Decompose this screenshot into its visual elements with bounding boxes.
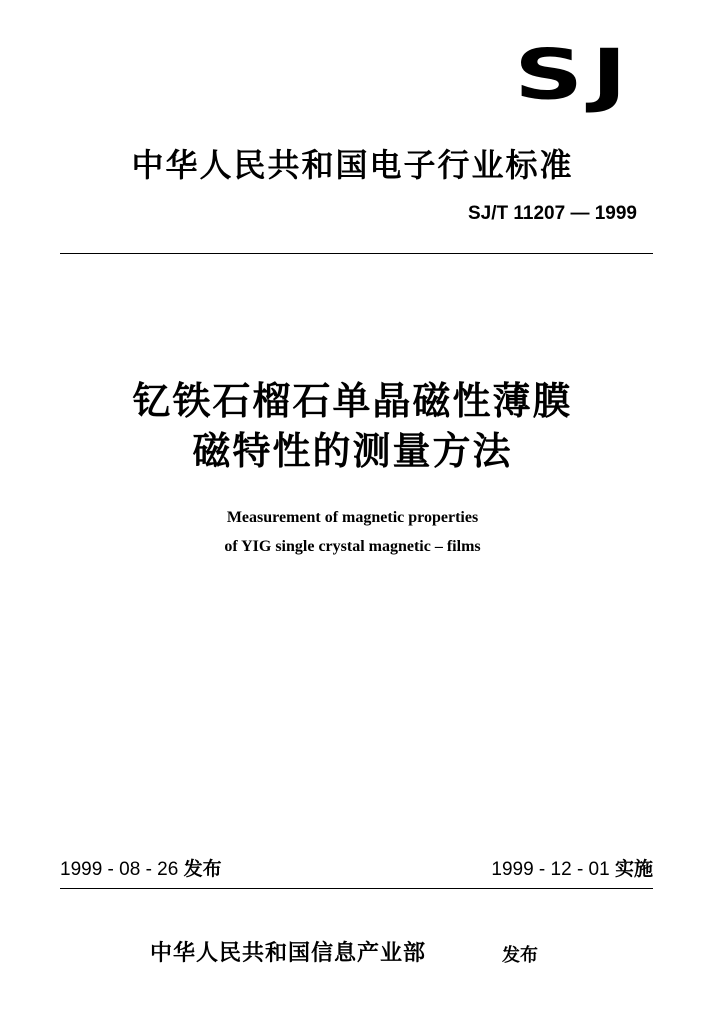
bottom-divider [60, 888, 653, 889]
title-cn-line1: 钇铁石榴石单晶磁性薄膜 [132, 379, 573, 423]
title-cn-line2: 磁特性的测量方法 [192, 429, 513, 473]
industry-standard-heading: 中华人民共和国电子行业标准 [131, 146, 574, 184]
top-divider [60, 253, 653, 254]
title-en-line2: of YIG single crystal magnetic – films [224, 538, 481, 555]
implementation-date-label: 实施 [614, 858, 653, 880]
sj-logo: SJ [514, 34, 635, 115]
issue-date [60, 854, 222, 881]
issuer-action: 发布 [502, 945, 538, 966]
implementation-date [491, 854, 653, 881]
issue-date-label: 发布 [183, 858, 222, 880]
issue-date-value: 1999 - 08 - 26 [60, 859, 179, 880]
issuer-name: 中华人民共和国信息产业部 [150, 941, 427, 966]
implementation-date-value: 1999 - 12 - 01 [491, 859, 610, 880]
standard-code: SJ/T 11207 — 1999 [467, 203, 637, 224]
title-en-line1: Measurement of magnetic properties [226, 509, 479, 526]
